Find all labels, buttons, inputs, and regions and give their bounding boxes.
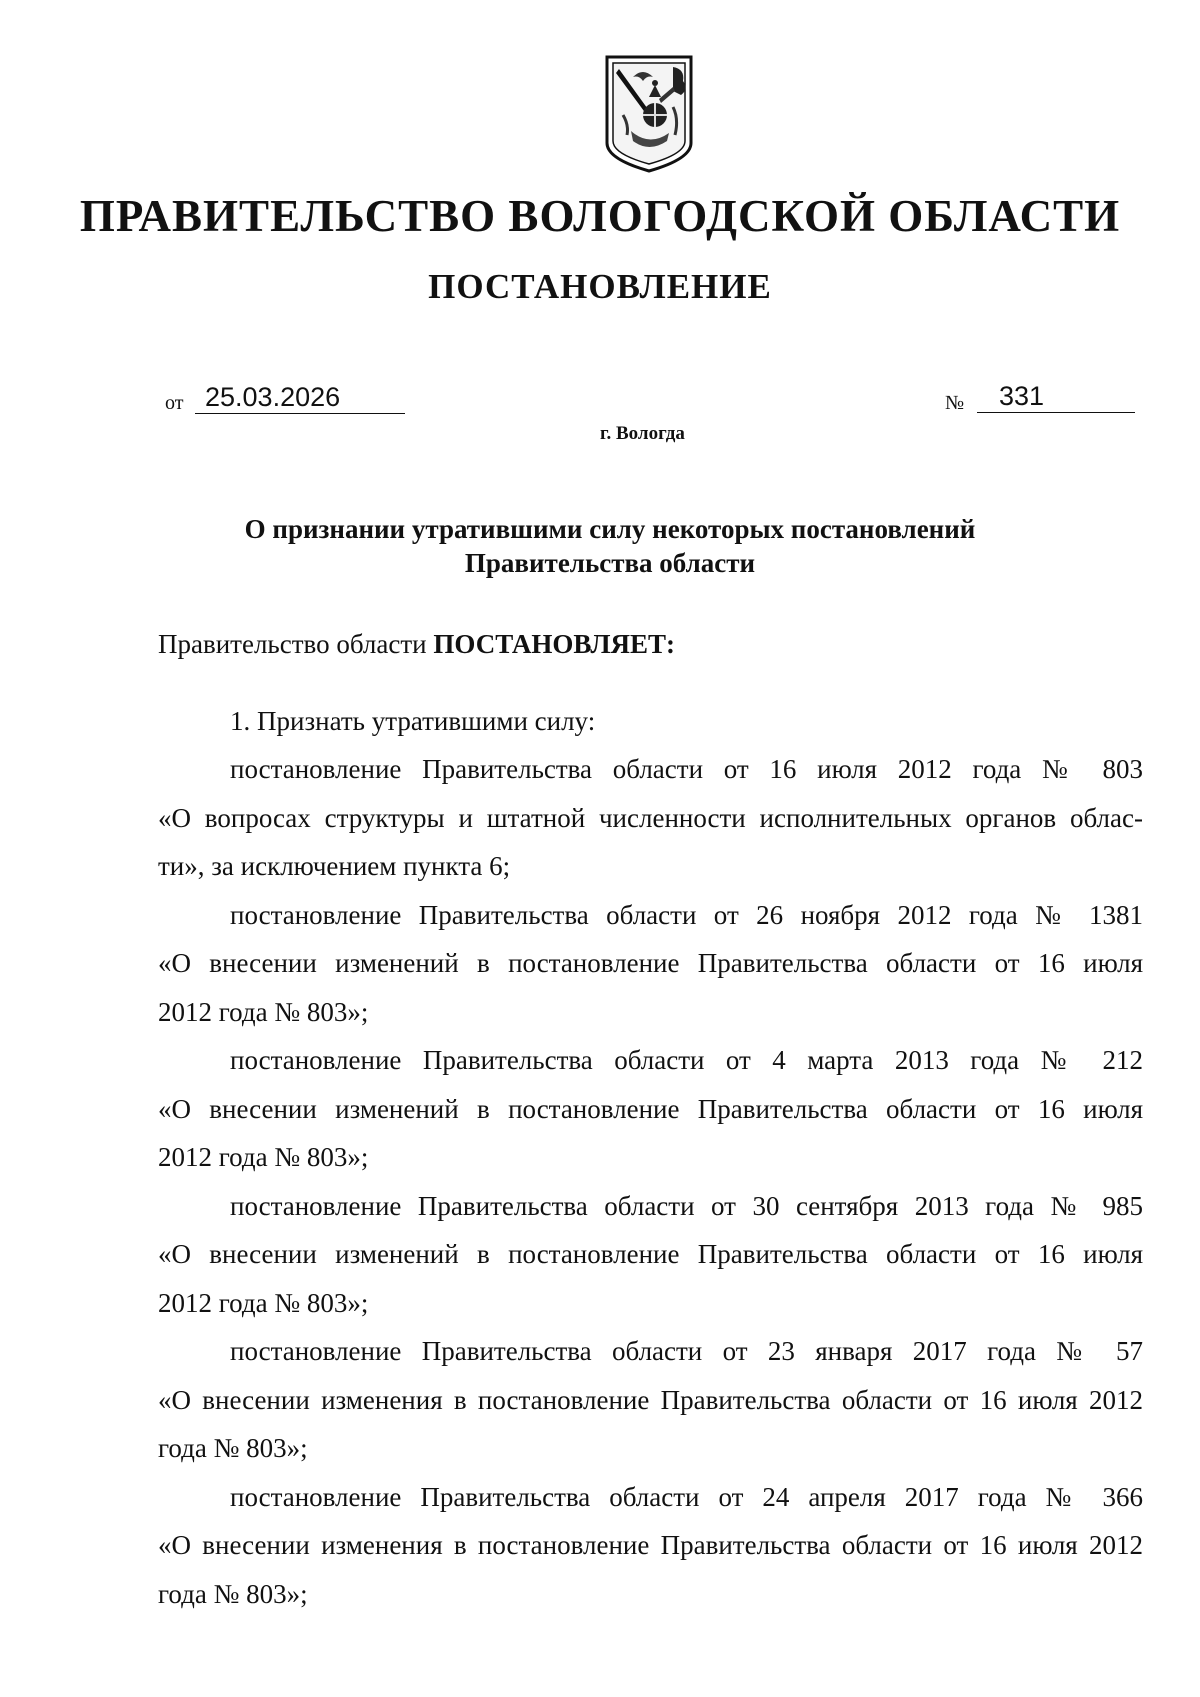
reference-line: ти», за исключением пункта 6; xyxy=(158,851,511,881)
organization-title: ПРАВИТЕЛЬСТВО ВОЛОГОДСКОЙ ОБЛАСТИ xyxy=(79,191,1121,241)
date-value: 25.03.2026 xyxy=(195,382,405,414)
number-value: 331 xyxy=(977,381,1135,413)
reference-line: постановление Правительства области от 4 марта 2013 года № 212 xyxy=(230,1045,1143,1075)
reference-line: «О внесении изменений в постановление Правительства области от 16 июля xyxy=(158,948,1143,978)
date-label: от xyxy=(165,392,184,414)
reference-line: «О внесении изменения в постановление Правительства области от 16 июля 2012 xyxy=(158,1384,1143,1415)
document-body xyxy=(158,620,1143,1618)
reference-line: постановление Правительства области от 26 ноября 2012 года № 1381 xyxy=(230,899,1143,930)
intro-text: Правительство области xyxy=(158,629,434,659)
vologda-coat-of-arms-icon xyxy=(603,55,695,173)
number-label: № xyxy=(945,392,965,414)
intro-keyword: ПОСТАНОВЛЯЕТ: xyxy=(433,629,675,659)
reference-line: постановление Правительства области от 16 июля 2012 года № 803 xyxy=(230,754,1143,784)
reference-line: года № 803»; xyxy=(158,1433,308,1463)
reference-4 xyxy=(158,1182,1143,1328)
item-1: 1. Признать утратившими силу: xyxy=(230,705,596,736)
reference-line: 2012 года № 803»; xyxy=(158,1142,369,1172)
reference-line: «О внесении изменений в постановление Правительства области от 16 июля xyxy=(158,1239,1143,1269)
city-label: г. Вологда xyxy=(600,423,685,444)
document-subject xyxy=(200,512,1020,580)
reference-line: 2012 года № 803»; xyxy=(158,1287,369,1318)
number-field xyxy=(945,381,1045,415)
reference-line: постановление Правительства области от 30 сентября 2013 года № 985 xyxy=(230,1190,1143,1221)
date-field xyxy=(165,382,341,415)
reference-5 xyxy=(158,1327,1143,1473)
reference-6 xyxy=(158,1473,1143,1619)
subject-line-2: Правительства области xyxy=(464,548,756,578)
subject-line-1: О признании утратившими силу некоторых постановлений xyxy=(244,514,976,544)
resolution-intro xyxy=(158,620,1143,669)
reference-line: постановление Правительства области от 24 апреля 2017 года № 366 xyxy=(230,1481,1143,1512)
reference-line: 2012 года № 803»; xyxy=(158,996,369,1027)
reference-line: «О вопросах структуры и штатной численности исполнительных органов облас- xyxy=(158,802,1143,833)
reference-3 xyxy=(158,1036,1143,1182)
reference-1 xyxy=(158,745,1143,891)
reference-2 xyxy=(158,891,1143,1037)
reference-line: года № 803»; xyxy=(158,1578,308,1609)
document-type-title: ПОСТАНОВЛЕНИЕ xyxy=(428,267,772,306)
reference-line: «О внесении изменения в постановление Правительства области от 16 июля 2012 xyxy=(158,1530,1143,1560)
reference-line: постановление Правительства области от 23 января 2017 года № 57 xyxy=(230,1336,1143,1366)
reference-line: «О внесении изменений в постановление Правительства области от 16 июля xyxy=(158,1093,1143,1124)
